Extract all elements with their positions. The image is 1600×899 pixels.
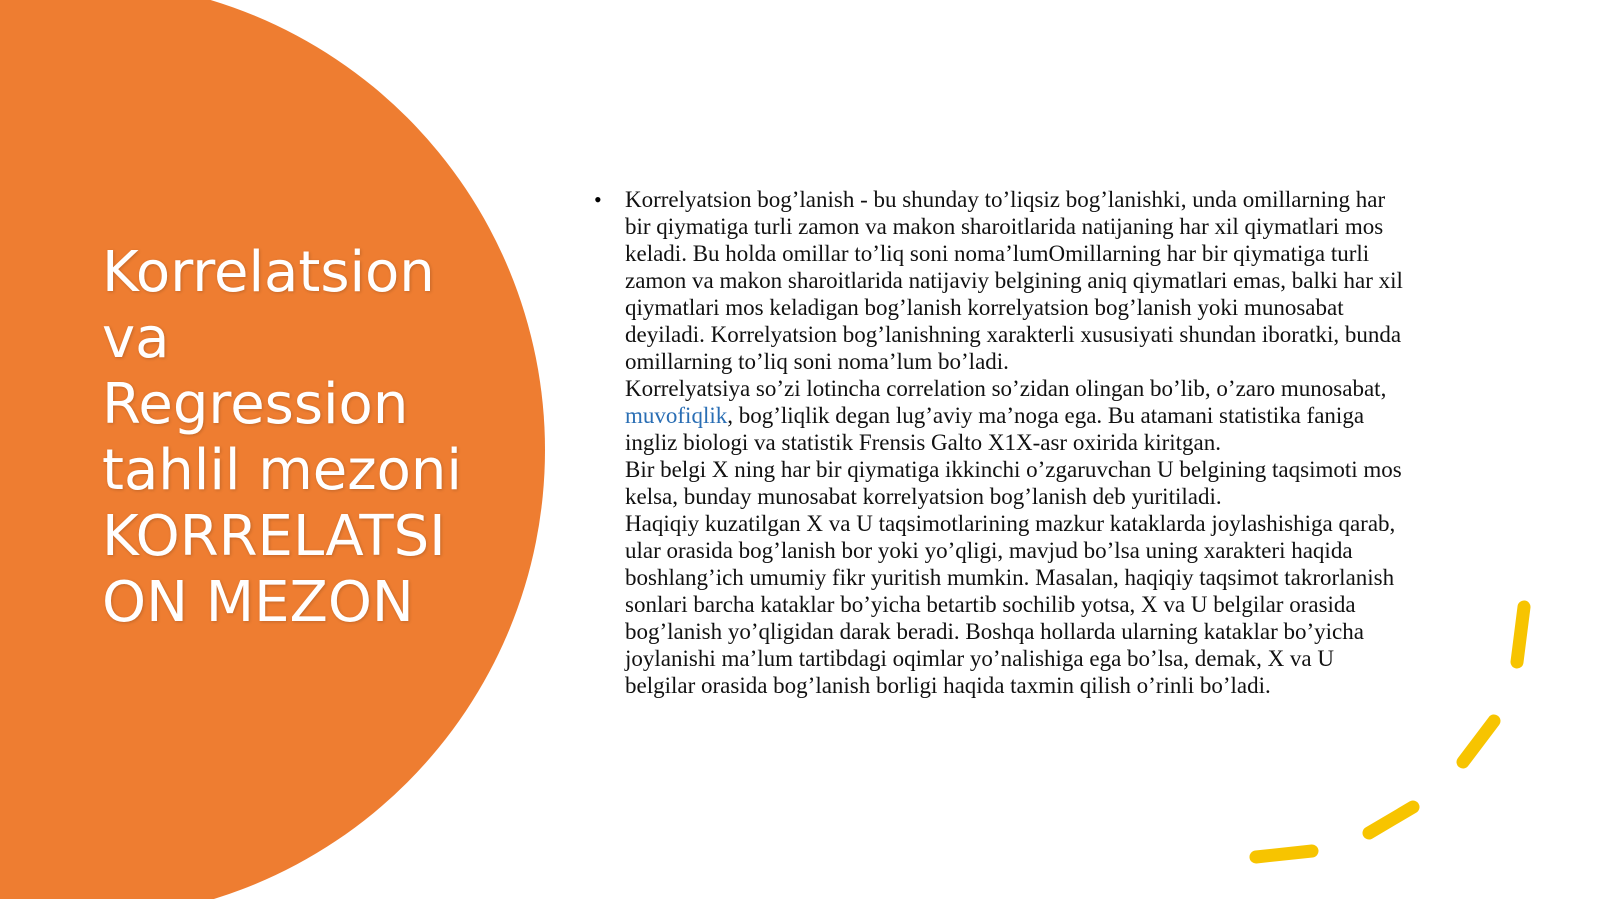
title-line: tahlil mezoni xyxy=(102,438,462,503)
title-line: va xyxy=(102,306,170,371)
text-line: zamon va makon sharoitlarida natijaviy belgining aniq qiymatlari emas, balki har xil xyxy=(625,268,1403,293)
text-line: bir qiymatiga turli zamon va makon sharoitlarida natijaning har xil qiymatlari mos xyxy=(625,214,1384,239)
text-line: sonlari barcha kataklar bo’yicha betartib sochilib yotsa, X va U belgilar orasida xyxy=(625,592,1356,617)
text-line: qiymatlari mos keladigan bog’lanish korrelyatsion bog’lanish yoki munosabat xyxy=(625,295,1344,320)
title-line: ON MEZON xyxy=(102,570,414,635)
text-line: omillarning to’liq soni noma’lum bo’ladi. xyxy=(625,349,1009,374)
text-line: ular orasida bog’lanish bor yoki yo’qligi, mavjud bo’lsa uning xarakteri haqida xyxy=(625,538,1353,563)
text-line: deyiladi. Korrelyatsion bog’lanishning xarakterli xususiyati shundan iboratki, bunda xyxy=(625,322,1402,347)
dash-segment xyxy=(1517,607,1524,662)
text-line: boshlang’ich umumiy fikr yuritish mumkin. Masalan, haqiqiy taqsimot takrorlanish xyxy=(625,565,1395,590)
title-line: Regression xyxy=(102,372,409,437)
bullet-icon: • xyxy=(594,187,602,212)
text-line: bog’lanish yo’qligidan darak beradi. Boshqa hollarda ularning kataklar bo’yicha xyxy=(625,619,1364,644)
text-line: belgilar orasida bog’lanish borligi haqida taxmin qilish o’rinli bo’ladi. xyxy=(625,673,1271,698)
text-line: Bir belgi X ning har bir qiymatiga ikkinchi o’zgaruvchan U belgining taqsimoti mos xyxy=(625,457,1402,482)
dash-segment xyxy=(1369,807,1413,833)
text-fragment: , bog’liqlik degan lug’aviy ma’noga ega. Bu atamani statistika faniga xyxy=(727,403,1365,428)
text-line: ingliz biologi va statistik Frensis Galto X1X-asr oxirida kiritgan. xyxy=(625,430,1222,455)
title-line: KORRELATSI xyxy=(102,504,446,569)
dash-segment xyxy=(1463,721,1494,762)
text-line: Haqiqiy kuzatilgan X va U taqsimotlarining mazkur kataklarda joylashishiga qarab, xyxy=(625,511,1396,536)
text-line: keladi. Bu holda omillar to’liq soni noma’lumOmillarning har bir qiymatiga turli xyxy=(625,241,1370,266)
title-line: Korrelatsion xyxy=(102,240,435,305)
text-line: joylanishi ma’lum tartibdagi oqimlar yo’nalishiga ega bo’lsa, demak, X va U xyxy=(625,646,1334,671)
text-line: Korrelyatsiya so’zi lotincha correlation so’zidan olingan bo’lib, o’zaro munosabat, xyxy=(625,376,1387,401)
text-line: kelsa, bunday munosabat korrelyatsion bog’lanish deb yuritiladi. xyxy=(625,484,1222,509)
dash-segment xyxy=(1256,851,1312,857)
text-line: Korrelyatsion bog’lanish - bu shunday to’liqsiz bog’lanishki, unda omillarning har xyxy=(625,187,1386,212)
muvofiqlik-link[interactable]: muvofiqlik xyxy=(625,403,728,428)
